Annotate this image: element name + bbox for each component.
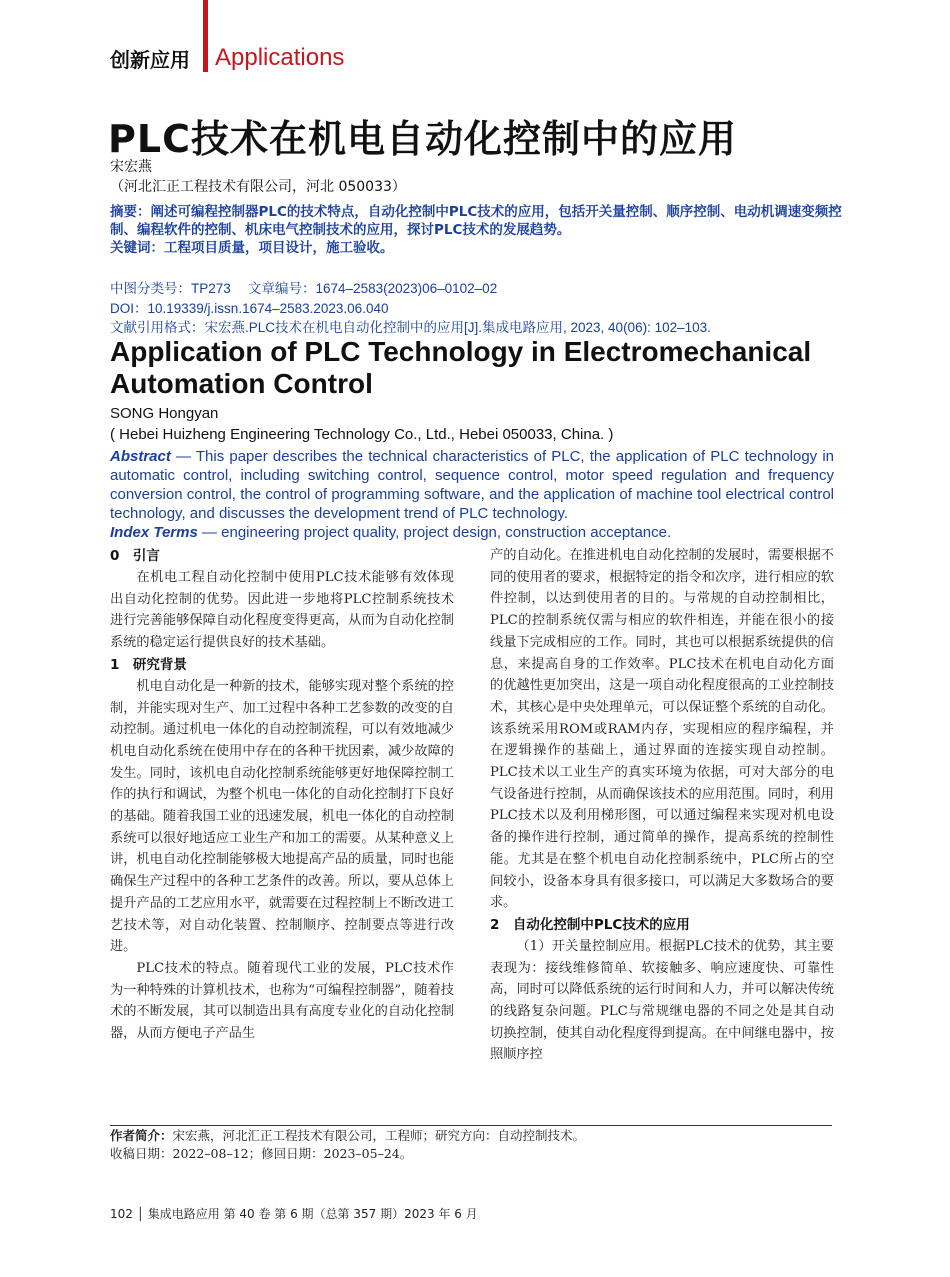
paragraph-background: 机电自动化是一种新的技术，能够实现对整个系统的控制，并能实现对生产、加工过程中各种工艺参数的改变的自动控制。通过机电一体化的自动控制流程，可以有效地减少机电自动化系统在使用中存在的各种干扰因素，减少故障的发生。同时，该机电自动化控制系统能够更好地保障控制工作的执行和调试，为整个机电一体化的自动化控制打下良好的基础。随着我国工业的迅速发展，机电一体化的自动控制系统可以很好地适应工业生产和加工的需要。从某种意义上讲，机电自动化控制能够极大地提高产品的质量，同时也能确保生产过程中的各种工艺条件的改善。所以，要从总体上提升产品的工艺应用水平，就需要在过程控制上不断改进工艺技术等，对自动化装置、控制顺序、控制要点等进行改进。 (110, 678, 454, 955)
left-column (110, 545, 454, 1045)
abstract-en-label: Abstract (110, 448, 171, 465)
doi-line: DOI：10.19339/j.issn.1674–2583.2023.06.040 (110, 301, 389, 316)
abstract-cn-label: 摘要： (110, 204, 151, 220)
section-heading-intro: 0 引言 (110, 548, 160, 564)
keywords-cn-label: 关键词： (110, 240, 164, 256)
page-footer: 102 │ 集成电路应用 第 40 卷 第 6 期（总第 357 期）2023 年 6 月 (110, 1207, 478, 1221)
author-cn: 宋宏燕 (110, 159, 152, 175)
citation-line: 文献引用格式：宋宏燕.PLC技术在机电自动化控制中的应用[J].集成电路应用, 2023, 40(06): 102–103. (110, 320, 711, 335)
footnote-dates: 收稿日期：2022–08–12；修回日期：2023–05–24。 (110, 1146, 413, 1161)
footnote-divider (110, 1125, 832, 1126)
section-heading-background: 1 研究背景 (110, 656, 187, 673)
keywords-cn-text: 工程项目质量，项目设计，施工验收。 (164, 240, 394, 256)
abstract-cn (110, 203, 845, 257)
abstract-cn-text: 阐述可编程控制器PLC的技术特点，自动化控制中PLC技术的应用，包括开关量控制、顺序控制、电动机调速变频控制、编程软件的控制、机床电气控制技术的应用，探讨PLC技术的发展趋势。 (110, 204, 842, 238)
footnote (110, 1127, 832, 1163)
abstract-en (110, 447, 834, 542)
author-en: SONG Hongyan (110, 405, 219, 422)
paragraph-continued: 产的自动化。在推进机电自动化控制的发展时，需要根据不同的使用者的要求，根据特定的指令和次序，进行相应的软件控制，以达到使用者的目的。与常规的自动控制相比，PLC的控制系统仅需与相应的软件相连，并能在很小的接线量下完成相应的工作。同时，其也可以根据系统提供的信息，来提高自身的工作效率。PLC技术在机电自动化方面的优越性更加突出，这是一项自动化程度很高的工业控制技术，其核心是中央处理单元，可以保证整个系统的自动化。该系统采用ROM或RAM内存，实现相应的程序编程，并在逻辑操作的基础上，通过界面的连接实现自动控制。PLC技术以工业生产的真实环境为依据，可对大部分的电气设备进行控制，从而确保该技术的应用范围。同时，利用PLC技术以及利用梯形图，可以通过编程来实现对机电设备的操作进行控制，通过简单的操作，提高系统的控制性能。尤其是在整个机电自动化控制系统中，PLC所占的空间较小，设备本身具有很多接口，可以满足大多数场合的要求。 (490, 548, 834, 911)
page-title-cn: PLC技术在机电自动化控制中的应用 (108, 117, 737, 161)
index-terms-label: Index Terms (110, 524, 198, 541)
classification-line: 中图分类号：TP273 文章编号：1674–2583(2023)06–0102–02 (110, 281, 498, 296)
footnote-author-text: 宋宏燕，河北汇正工程技术有限公司，工程师；研究方向：自动控制技术。 (172, 1128, 586, 1143)
paragraph-plc-features: PLC技术的特点。随着现代工业的发展，PLC技术作为一种特殊的计算机技术，也称为“可编程控制器”，随着技术的不断发展，其可以制造出具有高度专业化的自动化控制器，从而方便电子产品生 (110, 960, 454, 1042)
affiliation-cn: （河北汇正工程技术有限公司，河北 050033） (110, 179, 406, 195)
section-heading-application: 2 自动化控制中PLC技术的应用 (490, 916, 690, 933)
paragraph-switch-control: （1）开关量控制应用。根据PLC技术的优势，其主要表现为：接线维修简单、软接触多、响应速度快、可靠性高，同时可以降低系统的运行时间和人力，并可以解决传统的线路复杂问题。PLC与常规继电器的不同之处是其自动切换控制，使其自动化程度得到提高。在中间继电器中，按照顺序控 (490, 938, 834, 1063)
index-terms-text: — engineering project quality, project design, construction acceptance. (197, 524, 672, 541)
page-title-en: Application of PLC Technology in Electromechanical Automation Control (110, 336, 812, 399)
abstract-en-text: — This paper describes the technical characteristics of PLC, the application of PLC technology in automatic control, including switching control, sequence control, motor speed regulation and frequency conversion control, the control of programming software, and the application of machine tool electrical control technology, and discusses the development trend of PLC technology. (110, 448, 834, 522)
section-accent-bar (203, 0, 208, 72)
footnote-author-label: 作者简介： (110, 1128, 173, 1143)
section-label-en: Applications (215, 44, 345, 71)
right-column (490, 545, 834, 1066)
section-label-cn: 创新应用 (110, 48, 190, 72)
paragraph-intro: 在机电工程自动化控制中使用PLC技术能够有效体现出自动化控制的优势。因此进一步地将PLC控制系统技术进行完善能够保障自动化程度变得更高，从而为自动化控制系统的稳定运行提供良好的技术基础。 (110, 570, 454, 651)
affiliation-en: ( Hebei Huizheng Engineering Technology Co., Ltd., Hebei 050033, China. ) (110, 426, 614, 443)
